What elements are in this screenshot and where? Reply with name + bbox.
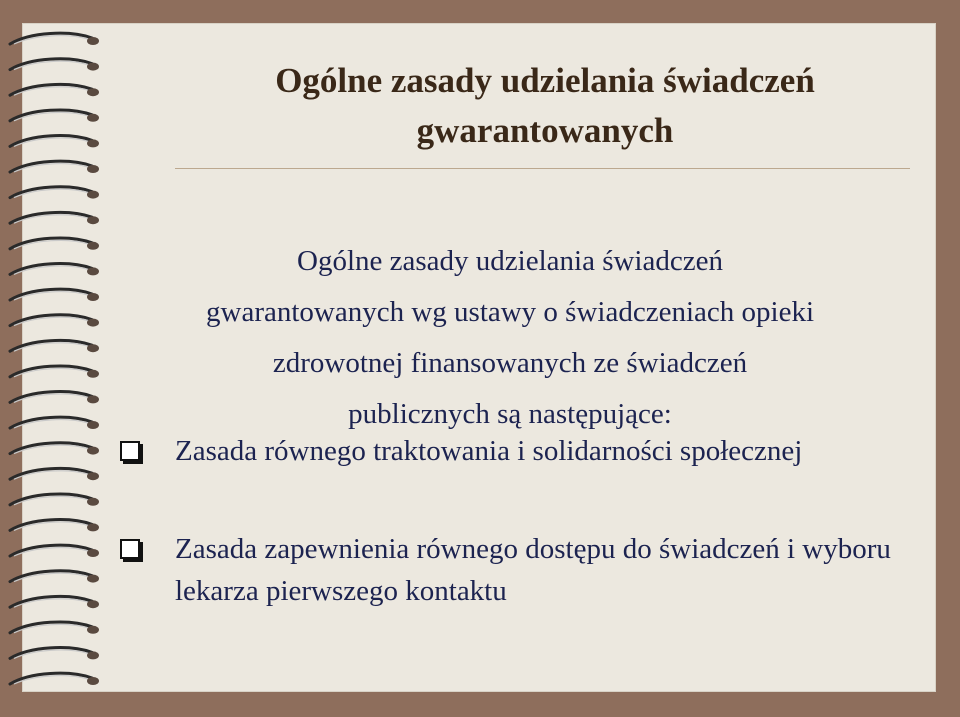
intro-line: publicznych są następujące: bbox=[348, 398, 672, 430]
intro-text bbox=[110, 236, 910, 440]
spiral-binding-icon bbox=[0, 18, 110, 708]
checkbox-square-icon bbox=[120, 539, 140, 559]
intro-line: Ogólne zasady udzielania świadczeń bbox=[297, 245, 723, 277]
intro-line: gwarantowanych wg ustawy o świadczeniach opieki bbox=[206, 296, 814, 328]
slide-title: Ogólne zasady udzielania świadczeń gwarantowanych bbox=[275, 61, 815, 150]
title-divider bbox=[175, 168, 910, 169]
bullet-text: Zasada równego traktowania i solidarności społecznej bbox=[175, 435, 803, 467]
checkbox-square-icon bbox=[120, 441, 140, 461]
intro-line: zdrowotnej finansowanych ze świadczeń bbox=[272, 347, 748, 379]
bullet-text: Zasada zapewnienia równego dostępu do świadczeń i wyboru lekarza pierwszego kontaktu bbox=[175, 533, 891, 607]
